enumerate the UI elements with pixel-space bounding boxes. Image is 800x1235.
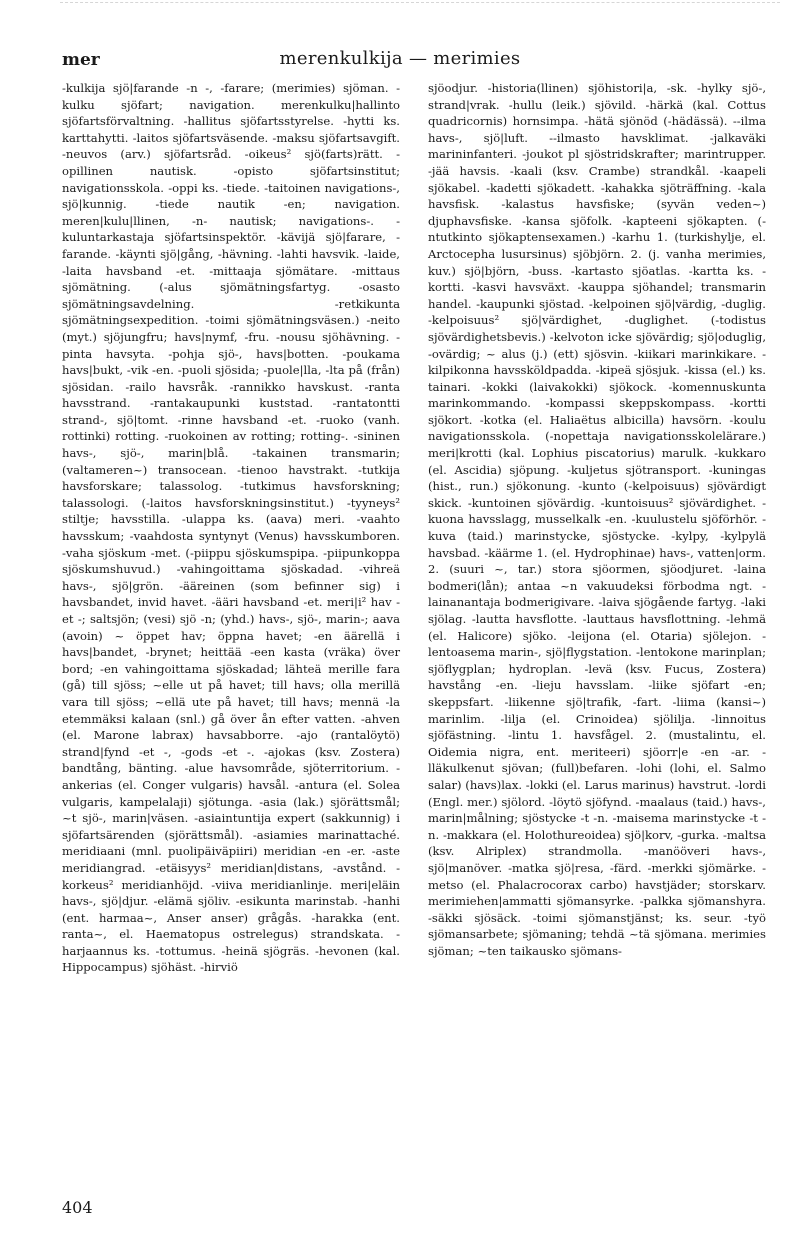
top-edge-rule (60, 2, 780, 4)
guide-word: mer (62, 50, 100, 70)
left-column (62, 80, 400, 976)
right-column (428, 80, 766, 959)
page-number: 404 (62, 1198, 93, 1217)
page-title: merenkulkija — merimies (279, 48, 521, 69)
right-column-text: sjöodjur. -historia(llinen) sjöhistori|a, -sk. -hylky sjö-, strand|vrak. -hullu (leik.) sjövild. -härkä (kal. Cottus quadricornis) hornsimpa. -hätä sjönöd (-hädässä). --ilma havs-, sjö|luft. --ilmasto havsklimat. -jalkaväki marininfanteri. -joukot pl sjöstridskrafter; marintrupper. -jää havsis. -kaali (ksv. Crambe) strandkål. -kaapeli sjökabel. -kadetti sjökadett. -kahakka sjöträffning. -kala havsfisk. -kalastus havsfiske; (syvän veden~) djuphavsfiske. -kansa sjöfolk. -kapteeni sjökapten. (-ntutkinto sjökaptensexamen.) -karhu 1. (turkishylje, el. Arctocepha lusursinus) sjöbjörn. 2. (j. vanha merimies, kuv.) sjö|björn, -buss. -kartasto sjöatlas. -kartta ks. -kortti. -kasvi havsväxt. -kauppa sjöhandel; transmarin handel. -kaupunki sjöstad. -kelpoinen sjö|värdig, -duglig. -kelpoisuus² sjö|värdighet, -duglighet. (-todistus sjövärdighetsbevis.) -kelvoton icke sjövärdig; sjö|oduglig, -ovärdig; ~ alus (j.) (ett) sjösvin. -kiikari marinkikare. -kilpikonna havssköldpadda. -kipeä sjösjuk. -kissa (el.) ks. tainari. -kokki (laivakokki) sjökock. -komennuskunta marinkommando. -kompassi skeppskompass. -kortti sjökort. -kotka (el. Haliaëtus albicilla) havsörn. -koulu navigationsskola. (-nopettaja navigationsskolelärare.) meri|krotti (kal. Lophius piscatorius) marulk. -kukkaro (el. Ascidia) sjöpung. -kuljetus sjötransport. -kuningas (hist., run.) sjökonung. -kunto (-kelpoisuus) sjövärdigt skick. -kuntoinen sjövärdig. -kuntoisuus² sjövärdighet. -kuona havsslagg, musselkalk -en. -kuulustelu sjöförhör. -kuva (taid.) marinstycke, sjöstycke. -kylpy, -kylpylä havsbad. -käärme 1. (el. Hydrophinae) havs-, vatten|orm. 2. (suuri ~, tar.) stora sjöormen, sjöodjuret. -laina bodmeri(lån); antaa ~n vakuudeksi förbodma ngt. -lainanantaja bodmerigivare. -laiva sjögående fartyg. -laki sjölag. -lautta havsflotte. -lauttaus havsflottning. -lehmä (el. Halicore) sjöko. -leijona (el. Otaria) sjölejon. -lentoasema marin-, sjö|flygstation. -lentokone marinplan; sjöflygplan; hydroplan. -levä (ksv. Fucus, Zostera) havstång -en. -lieju havsslam. -liike sjöfart -en; skeppsfart. -liikenne sjö|trafik, -fart. -liima (kansi~) marinlim. -lilja (el. Crinoidea) sjölilja. -linnoitus sjöfästning. -lintu 1. havsfågel. 2. (mustalintu, el. Oidemia nigra, ent. meriteeri) sjöorr|e -en -ar. -lläkulkenut sjövan; (full)befaren. -lohi (lohi, el. Salmo salar) (havs)lax. -lokki (el. Larus marinus) havstrut. -lordi (Engl. mer.) sjölord. -löytö sjöfynd. -maalaus (taid.) havs-, marin|målning; sjöstycke -t -n. -maisema marinstycke -t -n. -makkara (el. Holothureoidea) sjö|korv, -gurka. -maltsa (ksv. Alriplex) strandmolla. -manööveri havs-, sjö|manöver. -matka sjö|resa, -färd. -merkki sjömärke. -metso (el. Phalacrocorax carbo) havstjäder; storskarv. merimiehen|ammatti sjömansyrke. -palkka sjömanshyra. -säkki sjösäck. -toimi sjömanstjänst; ks. seur. -työ sjömansarbete; sjömaning; tehdä ~tä sjömana. merimies sjöman; ~ten taikausko sjömans- (428, 81, 766, 958)
left-column-text: -kulkija sjö|farande -n -, -farare; (merimies) sjöman. -kulku sjöfart; navigation. merenkulku|hallinto sjöfartsförvaltning. -hallitus sjöfartsstyrelse. -hytti ks. karttahytti. -laitos sjöfartsväsende. -maksu sjöfartsavgift. -neuvos (arv.) sjöfartsråd. -oikeus² sjö(farts)rätt. -opillinen nautisk. -opisto sjöfartsinstitut; navigationsskola. -oppi ks. -tiede. -taitoinen navigations-, sjö|kunnig. -tiede nautik -en; navigation. meren|kulu|llinen, -n- nautisk; navigations-. -kuluntarkastaja sjöfartsinspektör. -kävijä sjö|farare, -farande. -käynti sjö|gång, -hävning. -lahti havsvik. -laide, -laita havsband -et. -mittaaja sjömätare. -mittaus sjömätning. (-alus sjömätningsfartyg. -osasto sjömätningsavdelning. -retkikunta sjömätningsexpedition. -toimi sjömätningsväsen.) -neito (myt.) sjöjungfru; havs|nymf, -fru. -nousu sjöhävning. -pinta havsyta. -pohja sjö-, havs|botten. -poukama havs|bukt, -vik -en. -puoli sjösida; -puole|lla, -lta på (från) sjösidan. -railo havsråk. -rannikko havskust. -ranta havsstrand. -rantakaupunki kuststad. -rantatontti strand-, sjö|tomt. -rinne havsband -et. -ruoko (vanh. rottinki) rotting. -ruokoinen av rotting; rotting-. -sininen havs-, sjö-, marin|blå. -takainen transmarin; (valtameren~) transocean. -tienoo havstrakt. -tutkija havsforskare; talassolog. -tutkimus havsforskning; talassologi. (-laitos havsforskningsinstitut.) -tyyneys² stiltje; havsstilla. -ulappa ks. (aava) meri. -vaahto havsskum; -vaahdosta syntynyt (Venus) havsskumboren. -vaha sjöskum -met. (-piippu sjöskumspipa. -piipunkoppa sjöskumshuvud.) -vahingoittama sjöskadad. -vihreä havs-, sjö|grön. -ääreinen (som befinner sig) i havsbandet, invid havet. -ääri havsband -et. meri|i² hav -et -; saltsjön; (vesi) sjö -n; (yhd.) havs-, sjö-, marin-; aava (avoin) ~ öppet hav; öppna havet; -en äärellä i havs|bandet, -brynet; heittää -een kasta (vräka) över bord; -en vahingoittama sjöskadad; lähteä merille fara (gå) till sjöss; ~elle ut på havet; till havs; olla merillä vara till sjöss; ~ellä ute på havet; till havs; mennä -la etemmäksi kalaan (snl.) gå över ån efter vatten. -ahven (el. Marone labrax) havsabborre. -ajo (rantalöytö) strand|fynd -et -, -gods -et -. -ajokas (ksv. Zostera) bandtång, bänting. -alue havsområde, sjöterritorium. -ankerias (el. Conger vulgaris) havsål. -antura (el. Solea vulgaris, kampelalaji) sjötunga. -asia (lak.) sjörättsmål; ~t sjö-, marin|väsen. -asiaintuntija expert (sakkunnig) i sjöfartsärenden (sjörättsmål). -asiamies marinattaché. meridiaani (mnl. puolipäiväpiiri) meridian -en -er. -aste meridiangrad. -etäisyys² meridian|distans, -avstånd. -korkeus² meridianhöjd. -viiva meridianlinje. meri|eläin havs-, sjö|djur. -elämä sjöliv. -esikunta marinstab. -hanhi (ent. harmaa~, Anser anser) grågås. -harakka (ent. ranta~, el. Haematopus ostrelegus) strandskata. -harjaannus ks. -tottumus. -heinä sjögräs. -hevonen (kal. Hippocampus) sjöhäst. -hirviö (62, 81, 400, 975)
